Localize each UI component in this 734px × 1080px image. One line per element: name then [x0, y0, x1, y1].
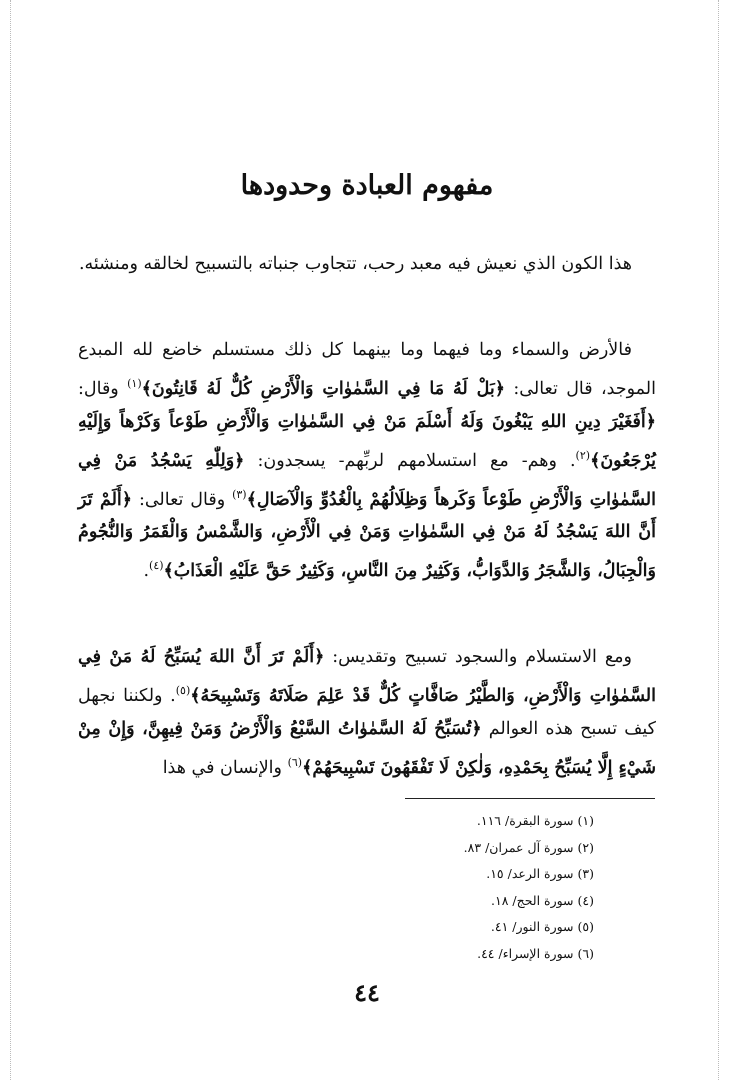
quran-verse: ﴿أَلَمْ تَرَ أَنَّ اللهَ يُسَبِّحُ لَهُ مَنْ فِي السَّمٰوٰاتِ وَالْأَرْضِ، وَالطَّيْرُ صَافَّاتٍ كُلٌّ قَدْ عَلِمَ صَلَاتَهُ وَتَسْبِيحَهُ﴾ [78, 647, 657, 706]
footnote-ref: (٥) [175, 684, 191, 697]
footnote-ref: (٣) [232, 487, 247, 501]
quran-verse: ﴿تُسَبِّحُ لَهُ السَّمٰوٰاتُ السَّبْعُ وَالْأَرْضُ وَمَنْ فِيهِنَّ، وَإِنْ مِنْ شَيْءٍ إِلَّا يُسَبِّحُ بِحَمْدِهِ، وَلٰكِنْ لَا تَفْقَهُونَ تَسْبِيحَهُمْ﴾ [78, 718, 656, 778]
quran-verse: ﴿أَفَغَيْرَ دِينِ اللهِ يَبْغُونَ وَلَهُ أَسْلَمَ مَنْ فِي السَّمٰوٰاتِ وَالْأَرْضِ طَوْعاً وَكَرْهاً وَإِلَيْهِ يُرْجَعُونَ﴾ [78, 411, 656, 471]
footnote-ref: (٤) [149, 559, 164, 573]
paragraph-submission [78, 334, 656, 588]
paragraph-intro-text: هذا الكون الذي نعيش فيه معبد رحب، تتجاوب جنباته بالتسبيح لخالقه ومنشئه. [78, 254, 632, 274]
footnote-divider [405, 798, 655, 799]
text-run: ومع الاستسلام والسجود تسبيح وتقديس: [324, 647, 632, 667]
text-run: . [143, 561, 150, 582]
left-margin-dots [10, 0, 11, 1080]
text-run: والإنسان في هذا [162, 757, 288, 778]
paragraph-submission-text [78, 334, 656, 588]
paragraph-intro [78, 248, 656, 281]
quran-verse: ﴿وَلِلّٰهِ يَسْجُدُ مَنْ فِي السَّمٰوٰاتِ وَالْأَرْضِ طَوْعاً وَكَرهاً وَظِلَالُهُمْ بِالْغُدُوِّ وَالْآصَالِ﴾ [78, 450, 656, 510]
text-run: فالأرض والسماء وما فيهما وما بينهما كل ذلك مستسلم خاضع لله المبدع الموجد، قال تعالى: [78, 340, 656, 399]
footnote-item: (٣) سورة الرعد/ ١٥. [486, 866, 594, 881]
footnote-item: (٦) سورة الإسراء/ ٤٤. [477, 945, 594, 961]
footnotes-list [464, 808, 594, 967]
footnote-item: (٥) سورة النور/ ٤١. [490, 919, 594, 934]
page-number: ٤٤ [354, 978, 380, 1007]
paragraph-glorification-text [78, 641, 656, 785]
text-run: . ولكننا نجهل كيف تسبح هذه العوالم [78, 685, 656, 739]
footnote-item: (٢) سورة آل عمران/ ٨٣. [463, 839, 594, 855]
right-margin-dots [718, 0, 719, 1080]
text-run: وقال: [78, 378, 128, 399]
footnote-item: (٤) سورة الحج/ ١٨. [491, 892, 594, 908]
footnote-ref: (٢) [575, 448, 591, 462]
text-run: وقال تعالى: [132, 489, 233, 510]
quran-verse: ﴿بَلْ لَهُ مَا فِي السَّمٰوٰاتِ وَالْأَرْضِ كُلٌّ لَهُ قَانِتُونَ﴾ [141, 378, 506, 399]
text-run: . وهم- مع استسلامهم لربِّهم- يسجدون: [244, 450, 576, 471]
paragraph-glorification [78, 641, 656, 785]
footnote-item: (١) سورة البقرة/ ١١٦. [476, 813, 594, 828]
footnote-ref: (٦) [287, 755, 303, 769]
quran-verse: ﴿أَلَمْ تَرَ أَنَّ اللهَ يَسْجُدُ لَهُ مَنْ فِي السَّمٰوٰاتِ وَمَنْ فِي الْأَرْضِ، وَالشَّمْسُ وَالْقَمَرُ وَالنُّجُومُ وَالْجِبَالُ، وَالشَّجَرُ وَالدَّوَابُّ، وَكَثِيرٌ مِنَ النَّاسِ، وَكَثِيرٌ حَقَّ عَلَيْهِ الْعَذَابُ﴾ [78, 489, 656, 582]
footnote-ref: (١) [127, 377, 142, 390]
page-title: مفهوم العبادة وحدودها [240, 170, 494, 201]
